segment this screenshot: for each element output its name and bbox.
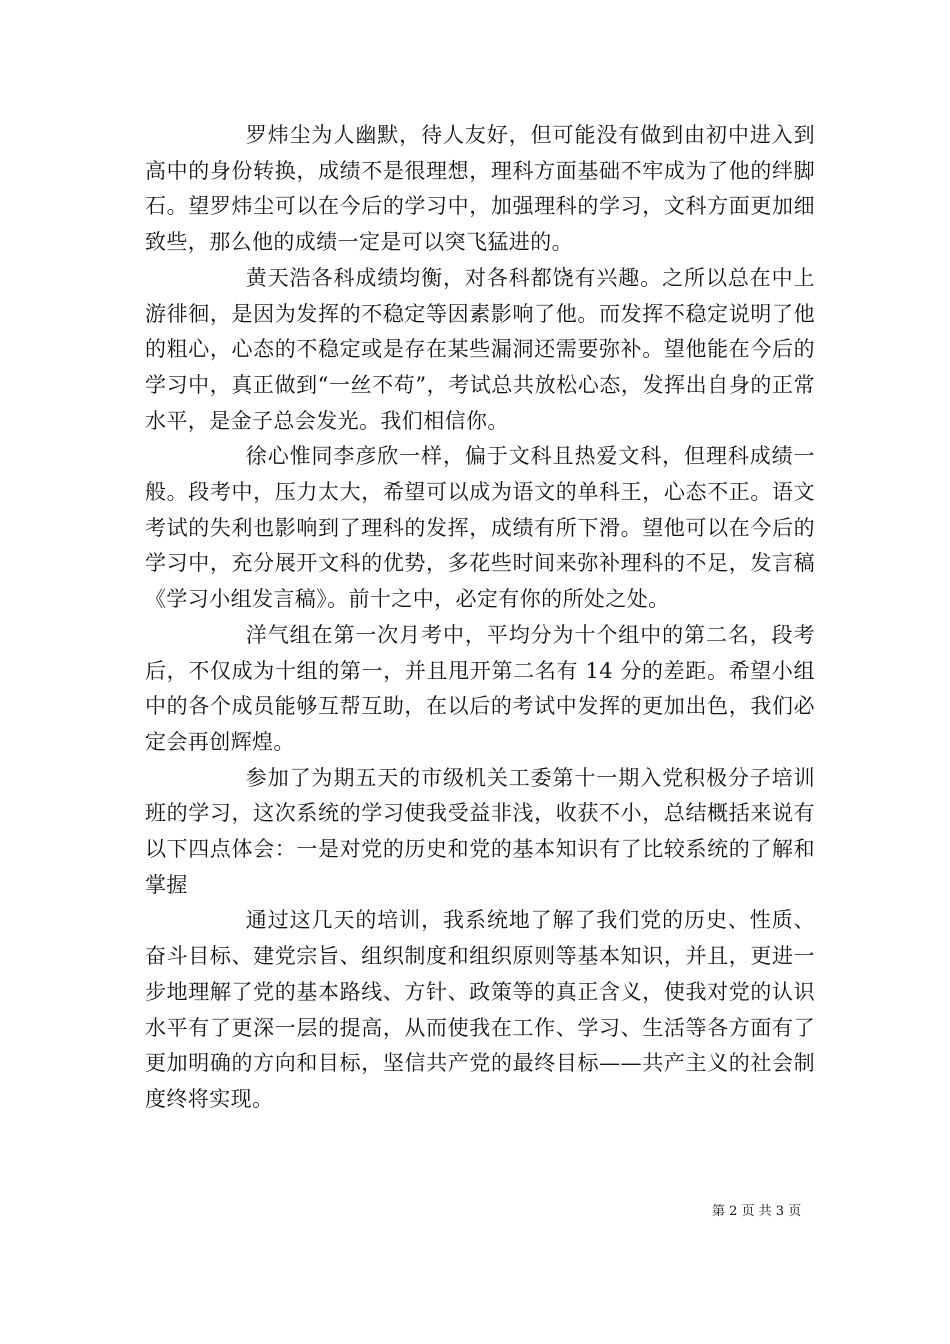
paragraph-party-training: 参加了为期五天的市级机关工委第十一期入党积极分子培训班的学习，这次系统的学习使我受益非浅，收获不小，总结概括来说有以下四点体会：一是对党的历史和党的基本知识有了比较系统的了解和掌握 [145, 765, 815, 897]
paragraph-yangqi-group: 洋气组在第一次月考中，平均分为十个组中的第二名，段考后，不仅成为十组的第一，并且甩开第二名有 14 分的差距。希望小组中的各个成员能够互帮互助，在以后的考试中发挥的更加出色，我们必定会再创辉煌。 [145, 622, 815, 754]
paragraph-xu-xinwei: 徐心惟同李彦欣一样，偏于文科且热爱文科，但理科成绩一般。段考中，压力太大，希望可以成为语文的单科王，心态不正。语文考试的失利也影响到了理科的发挥，成绩有所下滑。望他可以在今后的学习中，充分展开文科的优势，多花些时间来弥补理科的不足，发言稿《学习小组发言稿》。前十之中，必定有你的所处之处。 [145, 444, 815, 612]
paragraph-training-reflection: 通过这几天的培训，我系统地了解了我们党的历史、性质、奋斗目标、建党宗旨、组织制度和组织原则等基本知识，并且，更进一步地理解了党的基本路线、方针、政策等的真正含义，使我对党的认识水平有了更深一层的提高，从而使我在工作、学习、生活等各方面有了更加明确的方向和目标，坚信共产党的最终目标——共产主义的社会制度终将实现。 [145, 908, 815, 1111]
paragraph-luo-weichen: 罗炜尘为人幽默，待人友好，但可能没有做到由初中进入到高中的身份转换，成绩不是很理想，理科方面基础不牢成为了他的绊脚石。望罗炜尘可以在今后的学习中，加强理科的学习，文科方面更加细致些，那么他的成绩一定是可以突飞猛进的。 [145, 123, 815, 255]
document-body [145, 118, 815, 1118]
paragraph-huang-tianhao: 黄天浩各科成绩均衡，对各科都饶有兴趣。之所以总在中上游徘徊，是因为发挥的不稳定等因素影响了他。而发挥不稳定说明了他的粗心，心态的不稳定或是存在某些漏洞还需要弥补。望他能在今后的学习中，真正做到“一丝不苟”，考试总共放松心态，发挥出自身的正常水平，是金子总会发光。我们相信你。 [145, 265, 815, 433]
page-number-footer: 第 2 页 共 3 页 [712, 1204, 802, 1219]
